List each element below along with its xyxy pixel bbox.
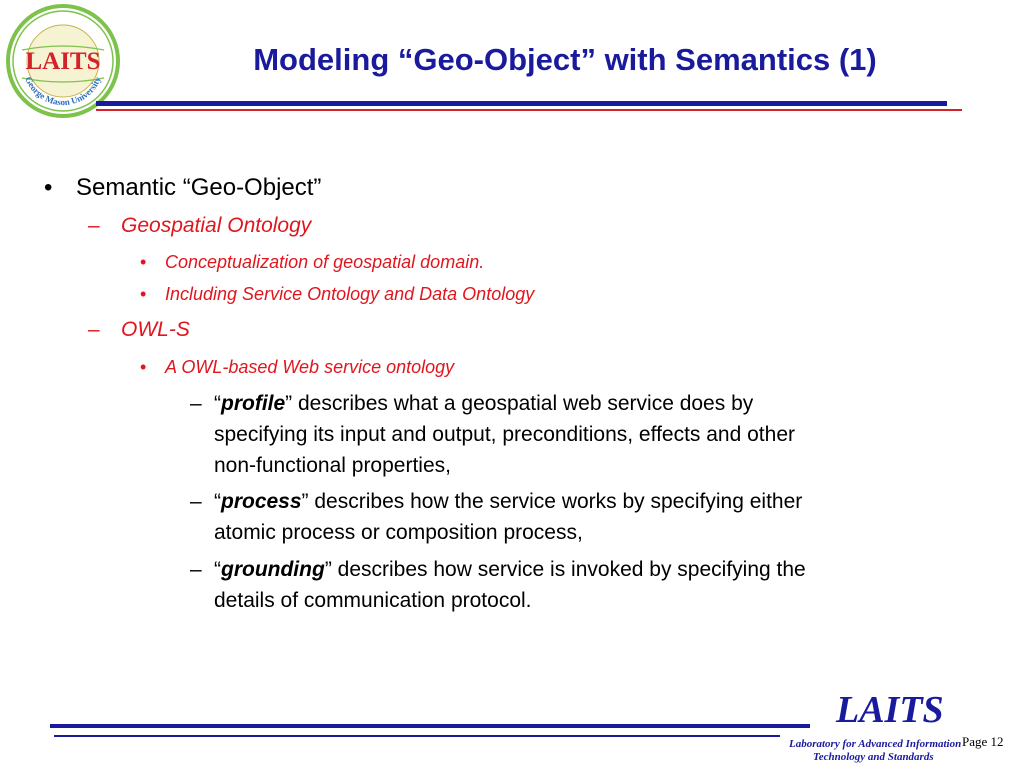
bullet-marker: •: [140, 357, 147, 377]
dash-marker: –: [88, 214, 100, 237]
keyword-grounding: grounding: [221, 558, 325, 581]
footer-subtitle-line1: Laboratory for Advanced Information: [789, 738, 962, 750]
dash-marker: –: [190, 392, 202, 415]
bullet-process-line1: “process” describes how the service works by specifying either: [214, 490, 803, 513]
bullet-semantic-geo-object: Semantic “Geo-Object”: [76, 174, 322, 201]
bullet-marker: •: [44, 174, 53, 201]
page-number: Page 12: [962, 734, 1004, 749]
bullet-owl-web-service-ontology: A OWL-based Web service ontology: [165, 357, 455, 377]
slide-title: Modeling “Geo-Object” with Semantics (1): [253, 42, 877, 77]
bullet-owl-s: OWL-S: [121, 318, 190, 341]
bullet-marker: •: [140, 284, 147, 304]
bullet-grounding-line1: “grounding” describes how service is invoked by specifying the: [214, 558, 806, 581]
bullet-profile-line3: non-functional properties,: [214, 454, 451, 477]
bullet-marker: •: [140, 252, 147, 272]
keyword-profile: profile: [221, 392, 286, 415]
bullet-grounding-line2: details of communication protocol.: [214, 589, 532, 612]
bullet-conceptualization: Conceptualization of geospatial domain.: [165, 252, 485, 272]
logo-text: LAITS: [25, 48, 101, 75]
bullet-profile-line1: “profile” describes what a geospatial web service does by: [214, 392, 754, 415]
keyword-process: process: [221, 490, 302, 513]
bullet-service-data-ontology: Including Service Ontology and Data Ontology: [165, 284, 535, 304]
bullet-profile-line2: specifying its input and output, preconditions, effects and other: [214, 423, 795, 446]
dash-marker: –: [190, 490, 202, 513]
dash-marker: –: [88, 318, 100, 341]
logo-ring-text: George Mason University: [23, 75, 103, 108]
footer-rule-blue: [50, 724, 810, 728]
bullet-geospatial-ontology: Geospatial Ontology: [121, 214, 312, 237]
footer-brand: LAITS: [836, 689, 944, 731]
bullet-process-line2: atomic process or composition process,: [214, 521, 583, 544]
footer-rule-blue-thin: [54, 735, 780, 737]
dash-marker: –: [190, 558, 202, 581]
footer-subtitle-line2: Technology and Standards: [813, 751, 934, 763]
